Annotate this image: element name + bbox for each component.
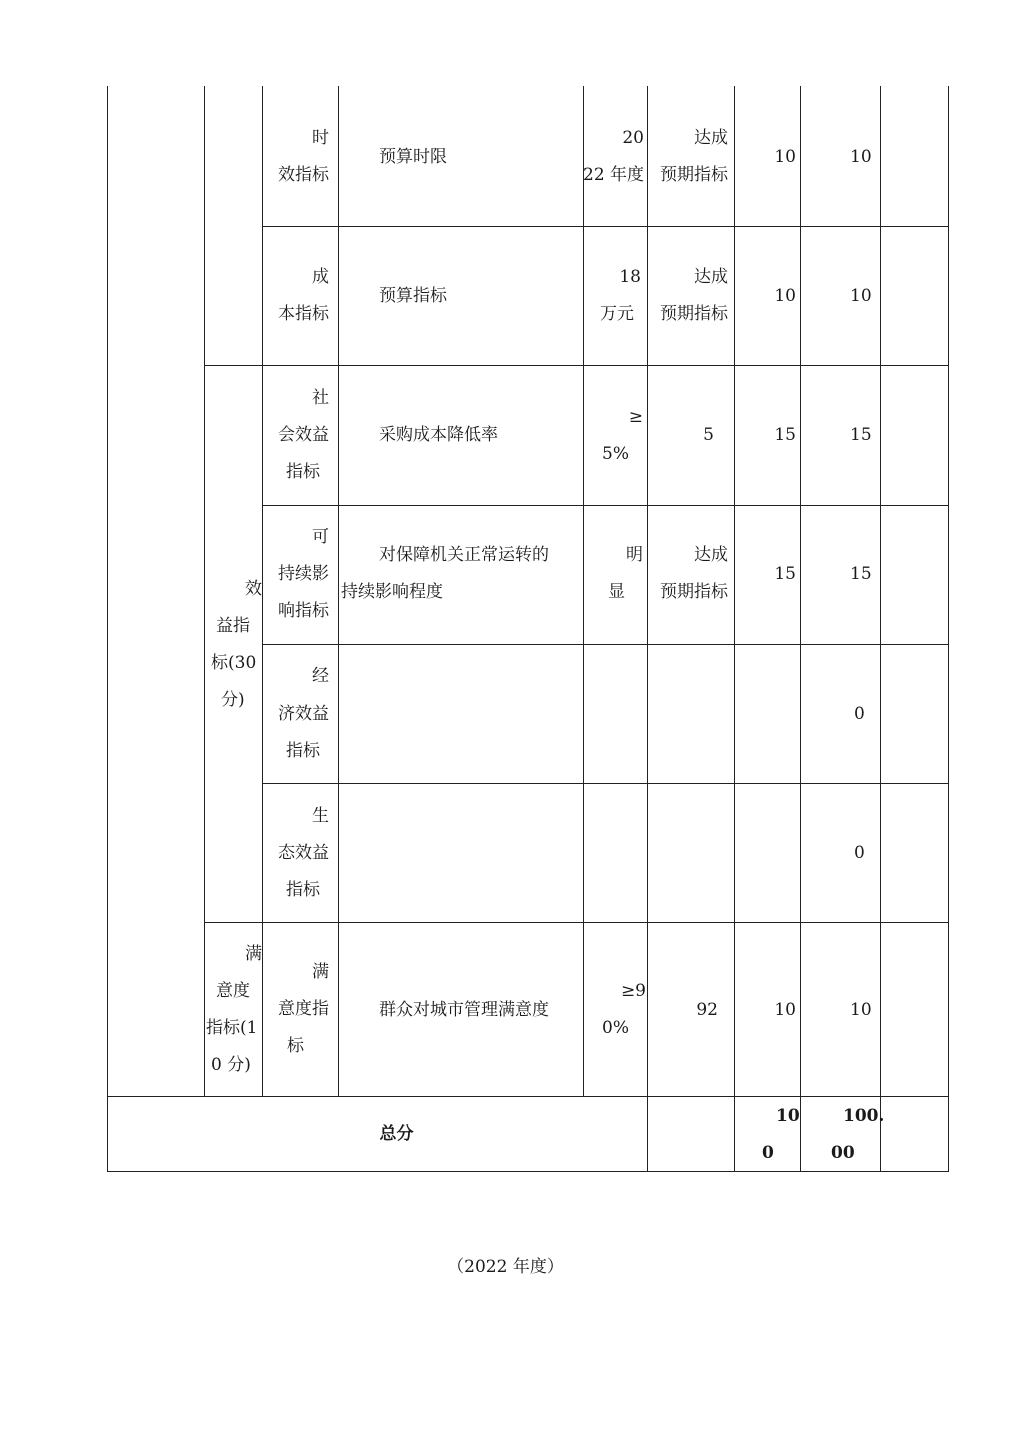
target-value: ≥ (628, 407, 643, 427)
target-value: 22 年度 (583, 165, 645, 185)
score-value: 15 (850, 425, 872, 445)
indicator-label: 经 (312, 666, 329, 686)
group-label-benefit: 效 (245, 579, 262, 599)
target-value: 5% (602, 444, 629, 464)
actual-value: 92 (696, 1000, 718, 1020)
indicator-label: 标 (287, 1036, 304, 1056)
group-label-benefit: 标(30 (211, 653, 257, 673)
total-score: 100. (843, 1106, 885, 1126)
weight-value: 10 (774, 147, 796, 167)
actual-value: 达成 (694, 545, 728, 565)
indicator-label: 社 (312, 388, 329, 408)
target-value: 万元 (600, 304, 634, 324)
weight-value: 15 (774, 564, 796, 584)
group-label-benefit: 益指 (216, 616, 250, 636)
group-label-satisfaction: 意度 (216, 981, 250, 1001)
indicator-label: 满 (312, 962, 329, 982)
indicator-label: 响指标 (278, 601, 329, 621)
weight-value: 10 (774, 286, 796, 306)
indicator-label: 指标 (286, 880, 320, 900)
footer-year: （2022 年度） (447, 1257, 564, 1277)
item-name: 持续影响程度 (341, 582, 443, 602)
target-value: 明 (626, 545, 643, 565)
indicator-label: 生 (312, 806, 329, 826)
indicator-label: 时 (312, 128, 329, 148)
group-label-satisfaction: 0 分) (211, 1055, 251, 1075)
weight-value: 15 (774, 425, 796, 445)
score-value: 10 (850, 286, 872, 306)
total-label: 总分 (379, 1124, 414, 1144)
group-label-benefit: 分) (221, 690, 245, 710)
total-score: 00 (831, 1143, 855, 1163)
score-value: 10 (850, 1000, 872, 1020)
score-value: 10 (850, 147, 872, 167)
indicator-label: 成 (312, 267, 329, 287)
indicator-label: 本指标 (278, 304, 329, 324)
weight-value: 10 (774, 1000, 796, 1020)
total-weight: 0 (762, 1143, 774, 1163)
group-label-satisfaction: 指标(1 (206, 1018, 258, 1038)
score-value: 0 (854, 704, 865, 724)
actual-value: 预期指标 (660, 304, 728, 324)
item-name: 预算时限 (379, 147, 447, 167)
item-name: 采购成本降低率 (379, 425, 498, 445)
total-weight: 10 (776, 1106, 800, 1126)
indicator-label: 济效益 (278, 704, 329, 724)
target-value: 20 (622, 128, 644, 148)
item-name: 群众对城市管理满意度 (379, 1000, 549, 1020)
target-value: ≥9 (620, 981, 646, 1001)
target-value: 0% (602, 1018, 629, 1038)
performance-evaluation-table (107, 86, 949, 1172)
target-value: 显 (608, 582, 625, 602)
indicator-label: 持续影 (278, 564, 329, 584)
actual-value: 5 (703, 425, 714, 445)
actual-value: 达成 (694, 267, 728, 287)
target-value: 18 (619, 267, 641, 287)
indicator-label: 会效益 (278, 425, 329, 445)
indicator-label: 效指标 (278, 165, 329, 185)
item-name: 对保障机关正常运转的 (379, 545, 549, 565)
score-value: 0 (854, 843, 865, 863)
indicator-label: 态效益 (278, 843, 329, 863)
score-value: 15 (850, 564, 872, 584)
indicator-label: 指标 (286, 741, 320, 761)
group-label-satisfaction: 满 (245, 944, 262, 964)
actual-value: 预期指标 (660, 582, 728, 602)
indicator-label: 指标 (286, 462, 320, 482)
item-name: 预算指标 (379, 286, 447, 306)
actual-value: 达成 (694, 128, 728, 148)
actual-value: 预期指标 (660, 165, 728, 185)
indicator-label: 可 (312, 527, 329, 547)
indicator-label: 意度指 (278, 999, 329, 1019)
